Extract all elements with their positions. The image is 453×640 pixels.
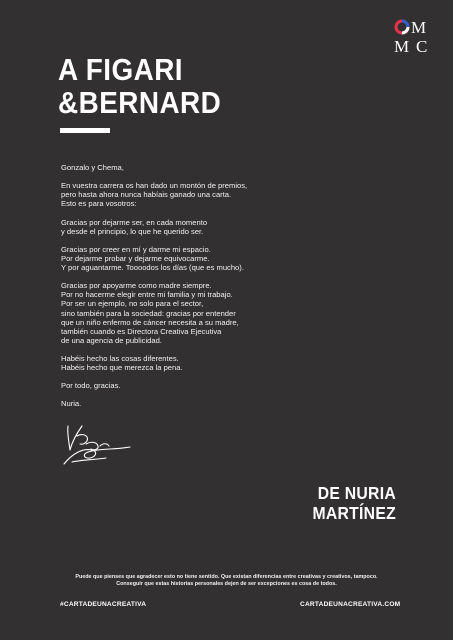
- title-line: A FIGARI: [58, 52, 184, 87]
- letter-paragraph: [61, 181, 321, 208]
- recipient-title: [58, 53, 328, 119]
- logo-letter: M: [411, 18, 427, 37]
- letter-line: que un niño enfermo de cáncer necesita a su madre,: [61, 317, 239, 327]
- letter-line: sino también para la sociedad: gracias por entender: [61, 308, 236, 318]
- letter-line: Gonzalo y Chema,: [61, 163, 124, 172]
- letter-line: Gracias por apoyarme como madre siempre.: [61, 281, 212, 291]
- letter-line: de una agencia de publicidad.: [61, 335, 162, 345]
- letter-line: Por todo, gracias.: [61, 381, 121, 391]
- letter-paragraph: [61, 354, 321, 372]
- letter-line: también cuando es Directora Creativa Ejecutiva: [61, 326, 222, 336]
- letter-line: Por ser un ejemplo, no solo para el sector,: [61, 299, 204, 309]
- letter-paragraph: [61, 381, 321, 390]
- letter-line: Habéis hecho que merezca la pena.: [61, 363, 183, 373]
- letter-body: [61, 163, 321, 418]
- letter-line: Gracias por creer en mí y darme mi espacio.: [61, 244, 211, 254]
- letter-author: [310, 484, 396, 523]
- letter-paragraph: [61, 163, 321, 172]
- footnote-line: Conseguir que estas historias personales dejen de ser excepciones es cosa de todos.: [116, 581, 337, 587]
- letter-paragraph: [61, 399, 321, 408]
- handwritten-signature-icon: [58, 420, 134, 470]
- title-line: &BERNARD: [58, 85, 222, 120]
- letter-line: Habéis hecho las cosas diferentes.: [61, 353, 179, 363]
- logo-letter: C: [416, 37, 428, 56]
- author-line: MARTÍNEZ: [312, 502, 396, 523]
- letter-line: Y por aguantarme. Toooodos los días (que es mucho).: [61, 263, 244, 273]
- letter-line: En vuestra carrera os han dado un montón de premios,: [61, 181, 248, 191]
- letter-line: pero hasta ahora nunca habíais ganado una carta.: [61, 190, 232, 200]
- letter-paragraph: [61, 245, 321, 272]
- letter-paragraph: [61, 281, 321, 345]
- letter-line: Por dejarme probar y dejarme equivocarme.: [61, 253, 210, 263]
- letter-line: Gracias por dejarme ser, en cada momento: [61, 217, 208, 227]
- campaign-footnote: [36, 574, 417, 588]
- brand-logo: [394, 19, 436, 57]
- campaign-hashtag: #CARTADEUNACREATIVA: [60, 601, 147, 608]
- letter-line: y desde el principio, lo que he querido ser.: [61, 226, 204, 236]
- author-line: DE NURIA: [317, 483, 396, 503]
- letter-line: Esto es para vosotros:: [61, 199, 137, 209]
- omc-ring-icon: [394, 19, 410, 35]
- logo-letter: M: [394, 37, 410, 56]
- letter-paragraph: [61, 218, 321, 236]
- letter-signoff: Nuria.: [61, 399, 82, 409]
- title-divider: [60, 128, 110, 133]
- footnote-line: Puede que pienses que agradecer esto no tiene sentido. Que existan diferencias entre creativas y creativos, tampoco.: [75, 574, 378, 580]
- letter-line: Por no hacerme elegir entre mi familia y mi trabajo.: [61, 290, 233, 300]
- campaign-website-link[interactable]: CARTADEUNACREATIVA.COM: [300, 601, 401, 608]
